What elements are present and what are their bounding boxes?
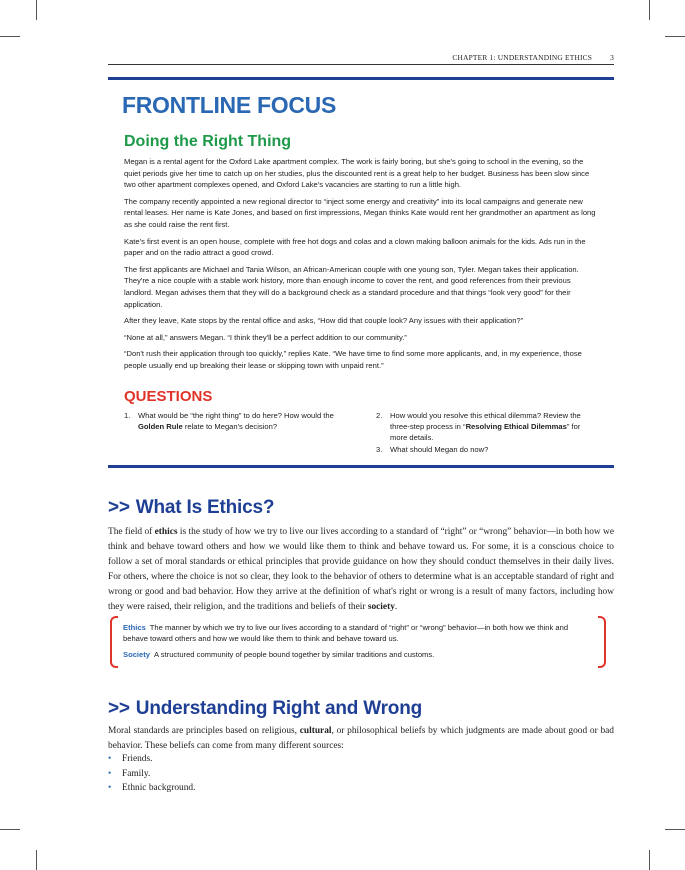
story-paragraph: Megan is a rental agent for the Oxford Lake apartment complex. The work is fairly boring, but she's going to school in the evening, so the quiet periods give her time to catch up on her studies, plus the discounted rent is a great help to her budget. Business has been slow since two other apartment complexes opened, and Oxford Lake's vacancies are starting to run a little high. (124, 157, 590, 190)
chevron-icon: >> (108, 497, 130, 518)
paragraph-text: is the study of how we try to live our lives according to a standard of “right” or “wrong” behavior—in both how we think and behave toward others and how we would like them to think and behave toward us. For some, it is a conscious choice to follow a set of moral standards or ethical principles that provide guidance on how they should conduct themselves in their daily lives. For others, where the choice is not so clear, they look to the behavior of others to determine what is an acceptable standard of right and wrong or good and bad behavior. How they arrive at the definition of what's right or wrong is a result of many factors, including how they were raised, their religion, and the traditions and beliefs of their (108, 527, 614, 612)
story-title: Doing the Right Thing (124, 133, 292, 150)
list-item-text: Friends. (122, 754, 153, 764)
story-paragraph: “Don't rush their application through too quickly,” replies Kate. “We have time to find some more applicants, and, in my experience, those people usually end up breaking their lease or skipping town with unpaid rent.” (124, 349, 582, 370)
chevron-icon: >> (108, 698, 130, 719)
resolving-dilemmas-term: Resolving Ethical Dilemmas (465, 422, 567, 431)
question-number: 2. (376, 411, 383, 420)
question-number: 1. (124, 411, 131, 420)
story-paragraph: Kate's first event is an open house, complete with free hot dogs and colas and a clown making balloon animals for the kids. Ads run in the paper and on the radio attract a good crowd. (124, 236, 586, 258)
crop-mark (649, 850, 650, 870)
question-3 (376, 444, 598, 455)
list-item (108, 781, 195, 796)
question-1 (124, 410, 352, 432)
bullet-icon: • (108, 754, 112, 764)
key-term-cultural: cultural (299, 726, 332, 736)
glossary-entry (123, 650, 593, 661)
list-item (108, 767, 195, 782)
crop-mark (649, 0, 650, 20)
key-term-society: society (367, 601, 395, 612)
glossary-entry (123, 623, 593, 644)
key-term-ethics: ethics (154, 527, 178, 537)
glossary-term: Society (123, 650, 151, 659)
page-number: 3 (610, 53, 614, 62)
frontline-bottom-rule (108, 465, 614, 468)
question-text: relate to Megan's decision? (182, 422, 278, 431)
bullet-icon: • (108, 783, 112, 794)
question-text: How would you resolve this ethical dilemma? Review the three-step process in “ (390, 411, 581, 431)
glossary-bracket-left (110, 616, 118, 668)
section-heading-right-wrong (108, 698, 422, 720)
question-text: ” for more details. (390, 422, 581, 442)
story-paragraph: The first applicants are Michael and Tania Wilson, an African-American couple with one young son, Tyler. Megan takes their application. They're a nice couple with a stable work history, more than enough income to cover the rent, and good references from their previous landlord. Megan advises them that they will do a background check as a standard procedure and that things “look very good” for their application. (124, 264, 579, 309)
right-wrong-paragraph (108, 724, 614, 754)
paragraph-text: , or philosophical beliefs by which judgments are made about good or bad behavior. These beliefs can come from many different sources: (108, 726, 614, 751)
ethics-paragraph (108, 525, 614, 614)
crop-mark (665, 829, 685, 830)
story-paragraph: “None at all,” answers Megan. “I think they'll be a perfect addition to our community.” (124, 332, 407, 342)
list-item-text: Family. (122, 768, 151, 779)
crop-mark (36, 850, 37, 870)
question-text: What would be “the right thing” to do here? How would the (138, 411, 334, 420)
bullet-icon: • (108, 768, 112, 779)
header-rule (108, 64, 614, 65)
frontline-focus-title: FRONTLINE FOCUS (122, 92, 336, 118)
story-paragraph: The company recently appointed a new regional director to “inject some energy and creativity” into its local campaigns and generate new rental leases. Her name is Kate Jones, and based on first impressions, Megan thinks Kate would rent her grandmother an apartment as long as she could raise the rent first. (124, 196, 596, 229)
crop-mark (0, 36, 20, 37)
glossary-definition: The manner by which we try to live our lives according to a standard of “right” or “wrong” behavior—in both how we think and behave toward others and how we would like them to think and behave toward us. (123, 623, 569, 643)
section-heading-ethics (108, 497, 274, 519)
glossary-bracket-right (598, 616, 606, 668)
glossary-term: Ethics (123, 623, 146, 632)
heading-text: What Is Ethics? (135, 497, 275, 518)
crop-mark (36, 0, 37, 20)
question-number: 3. (376, 445, 383, 454)
paragraph-text: The field of (108, 527, 155, 537)
glossary-definition: A structured community of people bound together by similar traditions and customs. (154, 650, 435, 659)
crop-mark (0, 829, 20, 830)
frontline-top-rule (108, 77, 614, 80)
heading-text: Understanding Right and Wrong (135, 698, 423, 719)
paragraph-text: . (394, 601, 398, 612)
list-item (108, 752, 195, 767)
story-paragraph: After they leave, Kate stops by the rental office and asks, “How did that couple look? Any issues with their application?” (124, 316, 524, 326)
paragraph-text: Moral standards are principles based on religious, (108, 726, 300, 736)
golden-rule-term: Golden Rule (138, 422, 183, 431)
list-item-text: Ethnic background. (122, 783, 196, 794)
question-text: What should Megan do now? (390, 445, 489, 454)
crop-mark (665, 36, 685, 37)
story-body (124, 156, 600, 377)
chapter-title: CHAPTER 1: UNDERSTANDING ETHICS (452, 53, 593, 62)
questions-title: QUESTIONS (124, 388, 213, 405)
running-head (108, 53, 614, 62)
sources-list (108, 752, 195, 796)
question-2 (376, 410, 598, 443)
glossary-box (110, 616, 600, 666)
